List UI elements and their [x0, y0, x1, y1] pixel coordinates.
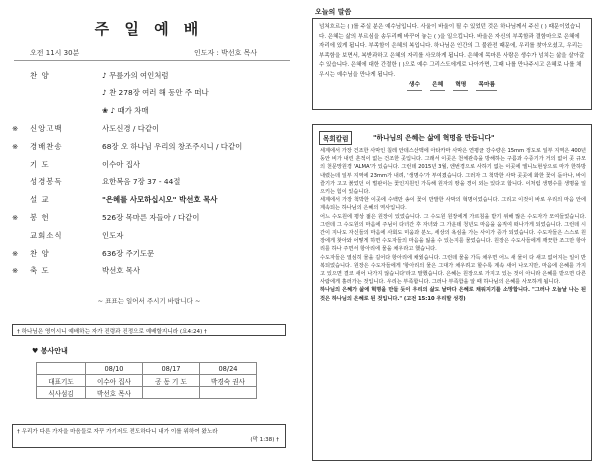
column-body — [320, 147, 586, 303]
stand-mark-icon: ※ — [12, 212, 19, 222]
answer-chip: 목마름 — [476, 81, 497, 92]
table-cell: 대표기도 — [37, 375, 86, 387]
column-paragraph: 세계에서 가장 건조한 사막인 칠레 안데스산맥에 아타카마 사막은 연평균 강수량은 15mm 정도로 일부 지역은 400년 동안 비가 내린 흔적이 없는 건조한 곳입니다. 그래서 이곳은 천체관측을 방해하는 구름과 수증기가 거의 없어 곳 규모의 천문망원경 'ALMA'가 있습니다. 그런데 2015년 3월, 엔번경으로 사하기 없는 이곳에 엘니뇨현상으로 마가 한하방 내렸는데 일부 지역에 23mm가 내려, '생명수'가 부여졌습니다. 그러자 그 척박한 사막 곳곳에 화한 꽃이 돋아나, 바이 즐기가 고고 붉었던 이 벌판이는 꽃인지원인 가득해 원자의 땅을 경이 외는 있다고 합니다. 이처럼 생명수를 생명을 일으키는 힘이 있습니다. — [320, 148, 586, 196]
column-paragraph: 어느 수도원에 평상 젊은 원장이 있었습니다. 그 수도원 원장에게 가르침을 받기 위해 많은 수도자가 모여들었습니다. 그런데 그 수도원의 마음에 주님이 다녀간 후 자녀와 그 가운데 청년도 마음을 움직여 떠나가게 되었습니다. 그런데 시간이 지나도 자신들의 마음에 사회도 미움과 분노, 세상의 욕심을 가는 사이가 증가 되었습니다. 수도자들은 스스로 원장에게 찾아와 어떻게 하면 수도자들의 마음을 잃을 수 있는지를 물었습니다. 원장은 수도사들에게 깨끗한 조그만 항아리를 하나 주면서 항아리에 물을 채우라고 했습니다. — [320, 213, 586, 253]
order-row — [6, 121, 292, 135]
service-leader: 인도자 : 박선호 목사 — [194, 49, 258, 57]
order-label: 설 교 — [30, 195, 50, 205]
order-content: ♪ 무릎가의 여인처럼 — [102, 70, 169, 80]
stand-mark-icon: ※ — [12, 248, 19, 258]
order-row — [6, 104, 292, 118]
order-content: 사도신경 / 다같이 — [102, 123, 160, 133]
word-box — [312, 18, 592, 110]
column-paragraph: 수도자들은 열심히 물을 길어다 항아리에 채웠습니다. 그런데 물을 가득 채우면 어느 새 물이 다 새고 없어지는 일이 반복되었습니다. 원장은 수도자들에게 '항아리의 물은 그대가 채우려고 할수록 계속 새어 나오지만, 마음에 은혜를 가지고 있으면 결코 새어 나가지 않습니다'라고 말했습니다. 은혜는 원장으로 가지고 있는 것이 아니라 은혜를 받으면 다른 사람에게 흘러가는 것입니다. 우리는 부족합니다. 그러나 부족함을 알 때 하나님의 은혜를 사모하게 됩니다. — [320, 254, 586, 286]
order-label: 교회소식 — [30, 230, 63, 240]
order-content: 박선호 목사 — [102, 266, 141, 276]
table-cell — [37, 363, 86, 375]
order-row — [6, 228, 292, 242]
stand-mark-icon: ※ — [12, 266, 19, 276]
table-cell: 이수아 집사 — [86, 375, 143, 387]
column-title: "하나님의 은혜는 삶에 혁명을 만듭니다" — [373, 134, 495, 142]
word-panel — [306, 6, 594, 461]
table-cell: 식사섬김 — [37, 387, 86, 399]
order-label: 성경봉독 — [30, 177, 63, 187]
column-paragraph: 세계에서 가장 척박한 이곳에 수백만 송이 꽃이 만발한 사막의 혁명이었습니다. 그리고 이것이 바로 우리의 마음 안에 계속되는 하나님의 은혜의 역사입니다. — [320, 197, 586, 212]
order-content: 인도자 — [102, 230, 124, 240]
serve-table — [36, 362, 257, 399]
table-cell: 08/10 — [86, 363, 143, 375]
order-label: 기 도 — [30, 159, 50, 169]
order-label: 찬 양 — [30, 248, 50, 258]
word-tag: 오늘의 말씀 — [315, 8, 352, 16]
answer-chip: 은혜 — [430, 81, 445, 92]
order-row — [6, 210, 292, 224]
service-time: 오전 11시 30분 — [30, 49, 80, 57]
table-cell — [143, 387, 200, 399]
order-content: 526장 목마른 자들아 / 다같이 — [102, 212, 200, 222]
table-cell: 08/17 — [143, 363, 200, 375]
order-content: "은혜를 사모하십시오" 박선호 목사 — [102, 195, 218, 205]
order-content: 요한복음 7장 37 - 44절 — [102, 177, 181, 187]
table-cell: 박선호 목사 — [86, 387, 143, 399]
stand-mark-icon: ※ — [12, 141, 19, 151]
order-label: 경배찬송 — [30, 141, 63, 151]
order-content: 636장 주기도문 — [102, 248, 155, 258]
order-content: 68장 오 하나님 우리의 창조주시니 / 다같이 — [102, 141, 243, 151]
order-row — [6, 157, 292, 171]
table-cell: 08/24 — [200, 363, 257, 375]
order-label: 찬 양 — [30, 70, 50, 80]
order-row — [6, 246, 292, 260]
table-cell — [200, 387, 257, 399]
verse-note: † 하나님은 영이시니 예배하는 자가 진령과 진정으로 예배할지니라 (요4:24) † — [12, 324, 286, 336]
order-content: ♪ 찬 278장 여러 해 동안 주 떠나 — [102, 88, 209, 98]
table-cell: 박경숙 권사 — [200, 375, 257, 387]
standing-notice: ~ 표표는 일어서 주시기 바랍니다 ~ — [97, 297, 201, 305]
order-label: 봉 헌 — [30, 212, 50, 222]
footer-verse-box — [12, 424, 286, 448]
divider — [14, 60, 290, 61]
order-content: 이수아 집사 — [102, 159, 141, 169]
order-row — [6, 68, 292, 82]
order-row — [6, 175, 292, 189]
order-content: ❀ ♪ 때가 차매 — [102, 106, 149, 116]
word-chips — [319, 81, 585, 92]
serve-title: ♥ 봉사안내 — [32, 347, 68, 355]
table-row — [37, 363, 257, 375]
order-label: 신앙고백 — [30, 123, 63, 133]
footer-verse: † 우리가 다른 가자을 마음들로 자꾸 가기저도 전도하다니 내가 이를 위하여 왔노라 — [17, 429, 218, 435]
order-row — [6, 193, 292, 207]
pastor-column — [312, 124, 592, 461]
service-order-panel — [6, 6, 292, 461]
table-row — [37, 375, 257, 387]
answer-chip: 혁명 — [453, 81, 468, 92]
table-cell: 공 동 기 도 — [143, 375, 200, 387]
stand-mark-icon: ※ — [12, 123, 19, 133]
order-row — [6, 86, 292, 100]
column-paragraph: 하나님의 은혜가 삶에 혁명을 만들 듯이 우리의 삶도 날마다 은혜로 채워지기를 소망합니다. "그러나 오늘날 나는 된 것은 하나님의 은혜로 된 것입니다." (고전 15:10 우리말 성경) — [320, 287, 586, 302]
order-label: 축 도 — [30, 266, 50, 276]
footer-ref: (막 1:38) † — [250, 437, 279, 443]
answer-chip: 생수 — [407, 81, 422, 92]
table-row — [37, 387, 257, 399]
order-row — [6, 264, 292, 278]
service-title: 주 일 예 배 — [94, 20, 204, 38]
column-tag: 목회칼럼 — [319, 131, 352, 145]
word-body: 넘쳐흐르는 ( )를 주실 분은 예수님입니다. 사울이 바울이 될 수 있었던 것은 하나님께서 주신 ( ) 때문이었습니다. 은혜는 삶의 부르심을 송두리째 바꾸어 놓는 ( )을 일으킵니다. 바울은 자신의 부족함과 결함마으로 은혜에 자리에 있게 됩니다. 부족함이 은혜의 복입니다. 하나님은 인간의 그 불완전 때문에, 우리를 찾아오셨고, 우리는 부족함을 보면서, 복받과하고 은혜의 자리를 사모하게 됩니다. 은혜에 목마른 사람은 생수가 넘치는 삶을 살아갈 수 있습니다. 은혜에 대한 간절한 ( )으로 예수 그리스도에게로 나아가면, 그때 나를 만나주시고 은혜로 나를 채우시는 예수님을 만나게 됩니다. — [319, 24, 585, 78]
order-row — [6, 139, 292, 153]
